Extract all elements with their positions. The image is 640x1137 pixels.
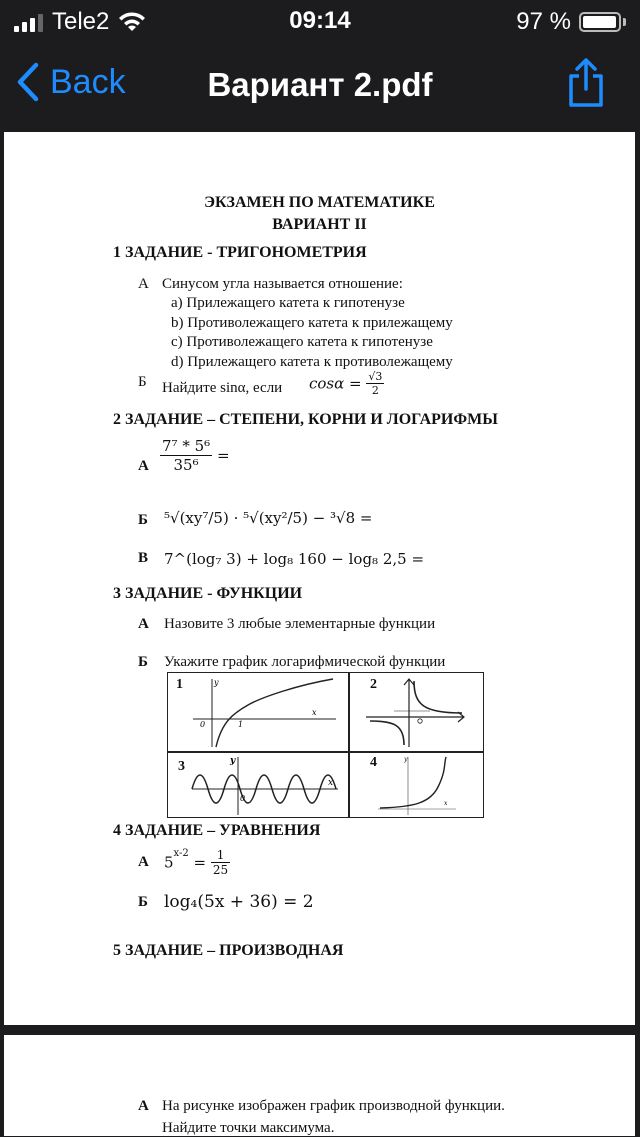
fraction-numerator: 7⁷ * 5⁶: [162, 437, 211, 455]
fraction-denominator: 25: [212, 863, 229, 877]
equals-sign: =: [193, 853, 207, 872]
battery-body: [579, 12, 621, 32]
question-letter: Б: [138, 512, 148, 528]
battery-cap: [623, 18, 626, 26]
section-3-heading: 3 ЗАДАНИЕ - ФУНКЦИИ: [113, 585, 303, 602]
pdf-page-2[interactable]: [4, 1035, 635, 1136]
question-text: Найдите точки максимума.: [162, 1120, 335, 1136]
math-expression: log₄(5x + 36) = 2: [164, 892, 314, 912]
math-expression: [309, 370, 384, 397]
axis-label-y: y: [230, 756, 236, 766]
fraction-denominator: 2: [371, 384, 379, 397]
share-button[interactable]: [566, 58, 606, 113]
logarithmic-graph: [188, 675, 338, 749]
section-2-heading: 2 ЗАДАНИЕ – СТЕПЕНИ, КОРНИ И ЛОГАРИФМЫ: [113, 411, 498, 428]
answer-option: c) Противолежащего катета к гипотенузе: [171, 334, 433, 350]
graph-number: 1: [176, 677, 183, 692]
power-base: 5: [164, 853, 174, 872]
share-icon: [566, 58, 606, 108]
question-letter: Б: [138, 374, 147, 390]
status-bar: [0, 0, 640, 44]
math-expression: 7^(log₇ 3) + log₈ 160 − log₈ 2,5 =: [164, 550, 425, 568]
axis-label-x: x: [312, 708, 317, 717]
fraction-denominator: 35⁶: [173, 456, 199, 474]
power-exponent: x-2: [173, 848, 189, 859]
fraction: [160, 437, 212, 474]
axis-label-y: y: [404, 756, 408, 763]
clock: 09:14: [289, 7, 351, 34]
graph-number: 2: [370, 677, 377, 692]
answer-option: d) Прилежащего катета к противолежащему: [171, 354, 453, 370]
axis-label-y: y: [214, 678, 219, 687]
math-expression: ⁵√(xy⁷/5) · ⁵√(xy²/5) − ³√8 =: [164, 509, 373, 527]
graph-number: 3: [178, 759, 185, 774]
fraction: [366, 370, 384, 397]
fraction-numerator: √3: [368, 370, 383, 383]
axis-label-x: x: [444, 800, 448, 807]
question-text: На рисунке изображен график производной функции.: [162, 1098, 505, 1114]
answer-option: b) Противолежащего катета к прилежащему: [171, 315, 453, 331]
math-expression: [160, 437, 230, 474]
question-text: Назовите 3 любые элементарные функции: [164, 616, 436, 632]
pdf-page-1[interactable]: [4, 132, 635, 1025]
navigation-bar: [0, 44, 640, 130]
question-text: Найдите sinα, если: [162, 380, 283, 396]
battery-icon: [579, 12, 626, 32]
hyperbola-graph: [364, 675, 482, 749]
table-divider: [348, 673, 350, 817]
tick-label-one: 1: [238, 720, 244, 729]
origin-label: 0: [200, 720, 206, 729]
axis-label-x: x: [328, 778, 334, 788]
graph-table: [167, 672, 484, 818]
question-letter: А: [138, 458, 149, 474]
question-letter: А: [138, 1098, 149, 1114]
exam-title: ЭКЗАМЕН ПО МАТЕМАТИКЕ: [204, 194, 435, 211]
question-letter: А: [138, 616, 149, 632]
question-letter: В: [138, 550, 149, 566]
battery-fill: [583, 16, 616, 28]
section-1-heading: 1 ЗАДАНИЕ - ТРИГОНОМЕТРИЯ: [113, 244, 367, 261]
equals-sign: =: [216, 446, 230, 465]
section-5-heading: 5 ЗАДАНИЕ – ПРОИЗВОДНАЯ: [113, 942, 344, 959]
question-text: Синусом угла называется отношение:: [162, 276, 403, 292]
battery-percent: 97 %: [516, 8, 571, 35]
fraction-numerator: 1: [211, 848, 230, 863]
sine-graph: [188, 753, 340, 817]
document-title: Вариант 2.pdf: [207, 66, 433, 103]
math-expression: [164, 848, 230, 877]
status-right: [516, 8, 626, 36]
carrier-name: Tele2: [52, 8, 110, 35]
math-lhs: cosα =: [309, 374, 362, 393]
question-letter: Б: [138, 894, 148, 910]
answer-option: a) Прилежащего катета к гипотенузе: [171, 295, 405, 311]
question-letter: А: [138, 854, 149, 870]
question-text: Укажите график логарифмической функции: [164, 654, 446, 670]
fraction: [211, 848, 230, 877]
question-letter: А: [138, 276, 149, 292]
origin-label: 0: [240, 794, 246, 803]
graph-number: 4: [370, 755, 377, 770]
section-4-heading: 4 ЗАДАНИЕ – УРАВНЕНИЯ: [113, 822, 321, 839]
exam-variant: ВАРИАНТ II: [272, 216, 367, 233]
exponential-graph: [364, 753, 482, 817]
back-label: Back: [50, 62, 126, 101]
question-letter: Б: [138, 654, 148, 670]
